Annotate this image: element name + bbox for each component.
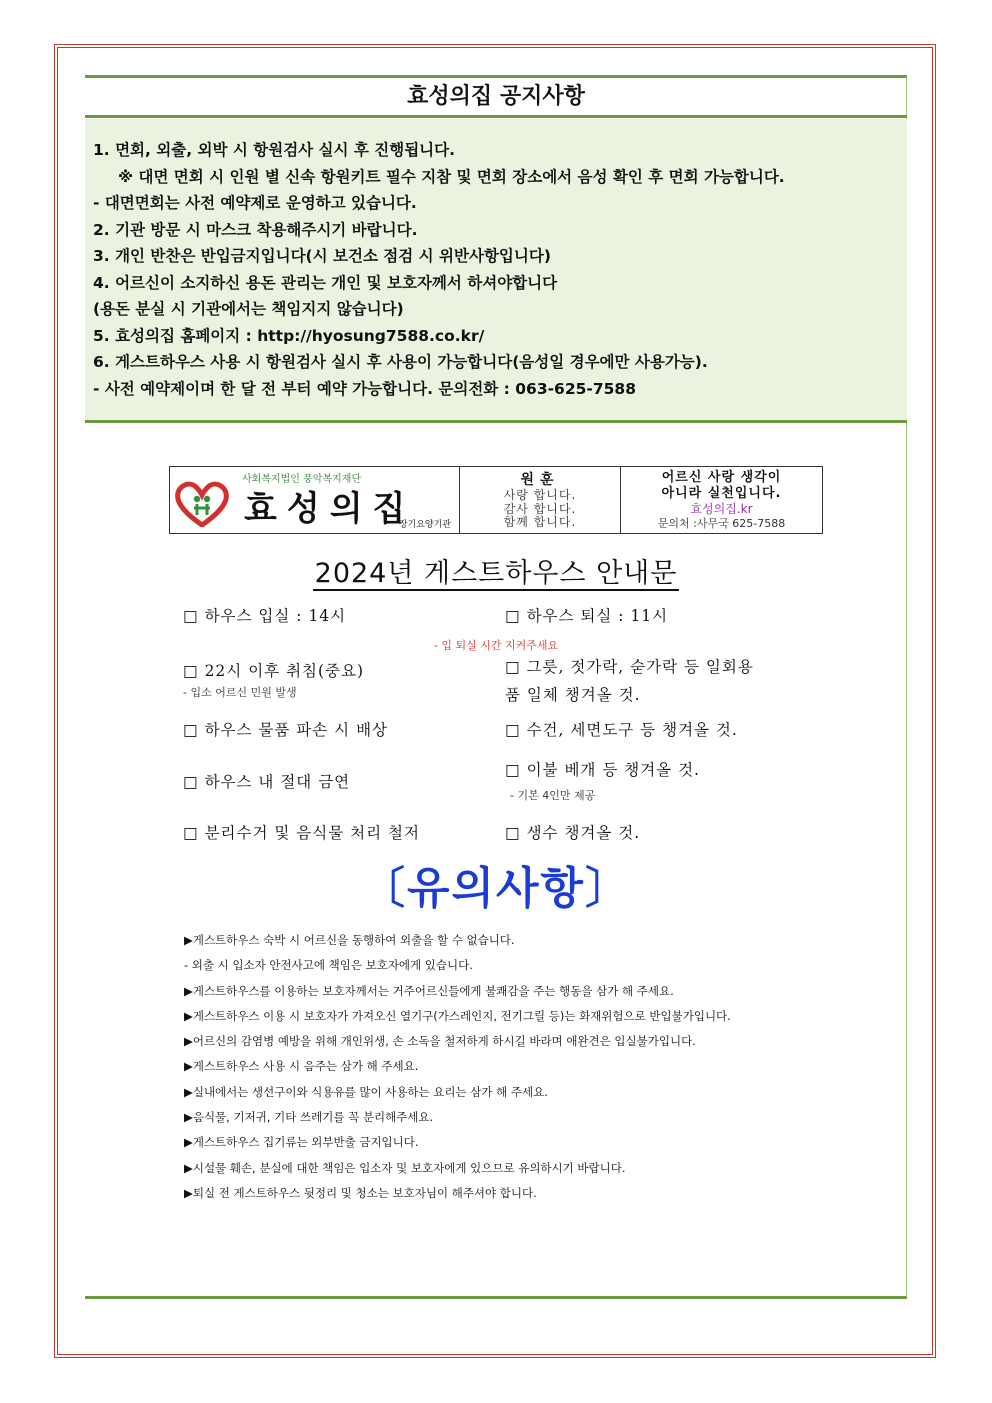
notice-line: (용돈 분실 시 기관에서는 책임지지 않습니다) bbox=[93, 300, 404, 318]
rule-bedding: □ 이불 베개 등 챙겨올 것. bbox=[505, 761, 700, 779]
notice-line: 1. 면회, 외출, 외박 시 항원검사 실시 후 진행됩니다. bbox=[93, 141, 455, 159]
rule-utensils: □ 그릇, 젓가락, 숟가락 등 일회용 bbox=[505, 658, 754, 676]
notice-line: 3. 개인 반찬은 반입금지입니다(시 보건소 점검 시 위반사항입니다) bbox=[93, 247, 551, 265]
caution-item: ▶게스트하우스를 이용하는 보호자께서는 거주어르신들에게 불쾌감을 주는 행동을 삼가 해 주세요. bbox=[184, 983, 674, 998]
caution-item: ▶게스트하우스 이용 시 보호자가 가져오신 열기구(가스레인지, 전기그릴 등)는 화재위험으로 반입불가입니다. bbox=[184, 1008, 731, 1023]
caution-item: ▶게스트하우스 집기류는 외부반출 금지입니다. bbox=[184, 1135, 419, 1150]
rule-damage: □ 하우스 물품 파손 시 배상 bbox=[183, 721, 389, 739]
slogan-cell bbox=[621, 467, 822, 533]
notice-box bbox=[85, 119, 907, 423]
notice-title: 효성의집 공지사항 bbox=[85, 78, 907, 118]
caution-item: ▶게스트하우스 숙박 시 어르신을 동행하여 외출을 할 수 없습니다. bbox=[184, 933, 515, 947]
rule-recycling: □ 분리수거 및 음식물 처리 철저 bbox=[183, 824, 420, 842]
rule-checkin: □ 하우스 입실 : 14시 bbox=[183, 607, 347, 625]
caution-item: ▶퇴실 전 게스트하우스 뒷정리 및 청소는 보호자님이 해주셔야 합니다. bbox=[184, 1185, 537, 1200]
organization-header bbox=[169, 466, 823, 534]
notice-line: 2. 기관 방문 시 마스크 착용해주시기 바랍니다. bbox=[93, 220, 418, 239]
rule-utensils-cont: 품 일체 챙겨올 것. bbox=[505, 686, 641, 704]
caution-item: ▶음식물, 기저귀, 기타 쓰레기를 꼭 분리해주세요. bbox=[184, 1110, 434, 1125]
motto-title: 원훈 bbox=[520, 472, 560, 488]
rule-checkout: □ 하우스 퇴실 : 11시 bbox=[505, 607, 669, 625]
notice-line: ※ 대면 면회 시 인원 별 신속 항원키트 필수 지참 및 면회 장소에서 음성 확인 후 면회 가능합니다. bbox=[118, 167, 785, 186]
caution-item: ▶어르신의 감염병 예방을 위해 개인위생, 손 소독을 철저하게 하시길 바라며 애완견은 입실불가입니다. bbox=[184, 1034, 696, 1049]
logo-cell bbox=[170, 467, 460, 533]
slogan-line: 아니라 실천입니다. bbox=[661, 486, 782, 501]
rule-water: □ 생수 챙겨올 것. bbox=[505, 824, 641, 842]
sleep-note: - 입소 어르신 민원 발생 bbox=[183, 686, 297, 699]
motto-line: 함께 합니다. bbox=[503, 515, 577, 529]
motto-line: 감사 합니다. bbox=[503, 501, 577, 516]
rule-smoking: □ 하우스 내 절대 금연 bbox=[183, 773, 351, 791]
guide-title bbox=[0, 551, 992, 590]
motto-cell bbox=[460, 467, 621, 533]
rule-sleep: □ 22시 이후 취침(중요) bbox=[183, 662, 365, 680]
organization-type: 장기요양기관 bbox=[398, 520, 451, 530]
motto-line: 사랑 합니다. bbox=[503, 488, 577, 502]
rule-towel: □ 수건, 세면도구 등 챙겨올 것. bbox=[505, 721, 738, 739]
notice-line: 4. 어르신이 소지하신 용돈 관리는 개인 및 보호자께서 하셔야합니다 bbox=[93, 273, 558, 292]
guide-title-text: 2024년 게스트하우스 안내문 bbox=[314, 558, 678, 589]
website-link[interactable]: 효성의집.kr bbox=[690, 502, 753, 516]
caution-title: 〔유의사항〕 bbox=[360, 863, 631, 914]
time-note: - 입 퇴실 시간 지켜주세요 bbox=[433, 639, 559, 652]
caution-item: ▶게스트하우스 사용 시 음주는 삼가 해 주세요. bbox=[184, 1059, 419, 1074]
notice-homepage-line[interactable]: 5. 효성의집 홈페이지 : http://hyosung7588.co.kr/ bbox=[93, 326, 485, 345]
notice-line: 6. 게스트하우스 사용 시 항원검사 실시 후 사용이 가능합니다(음성일 경우에만 사용가능). bbox=[93, 353, 708, 371]
caution-item: ▶실내에서는 생선구이와 식용유를 많이 사용하는 요리는 삼가 해 주세요. bbox=[184, 1084, 548, 1099]
organization-name: 효성의집 bbox=[244, 489, 416, 529]
heart-logo-icon bbox=[174, 481, 230, 527]
notice-contact-line: - 사전 예약제이며 한 달 전 부터 예약 가능합니다. 문의전화 : 063-625-7588 bbox=[93, 379, 636, 398]
foundation-name: 사회복지법인 풍악복지재단 bbox=[242, 474, 362, 485]
caution-item: ▶시설물 훼손, 분실에 대한 책임은 입소자 및 보호자에게 있으므로 유의하시기 바랍니다. bbox=[184, 1160, 626, 1175]
bedding-note: - 기본 4인만 제공 bbox=[510, 789, 596, 802]
caution-item: - 외출 시 입소자 안전사고에 책임은 보호자에게 있습니다. bbox=[184, 958, 473, 973]
slogan-line: 어르신 사랑 생각이 bbox=[661, 470, 782, 485]
contact-info: 문의처 :사무국 625-7588 bbox=[657, 517, 786, 530]
caution-list bbox=[184, 928, 731, 1206]
notice-line: - 대면면회는 사전 예약제로 운영하고 있습니다. bbox=[93, 194, 417, 212]
